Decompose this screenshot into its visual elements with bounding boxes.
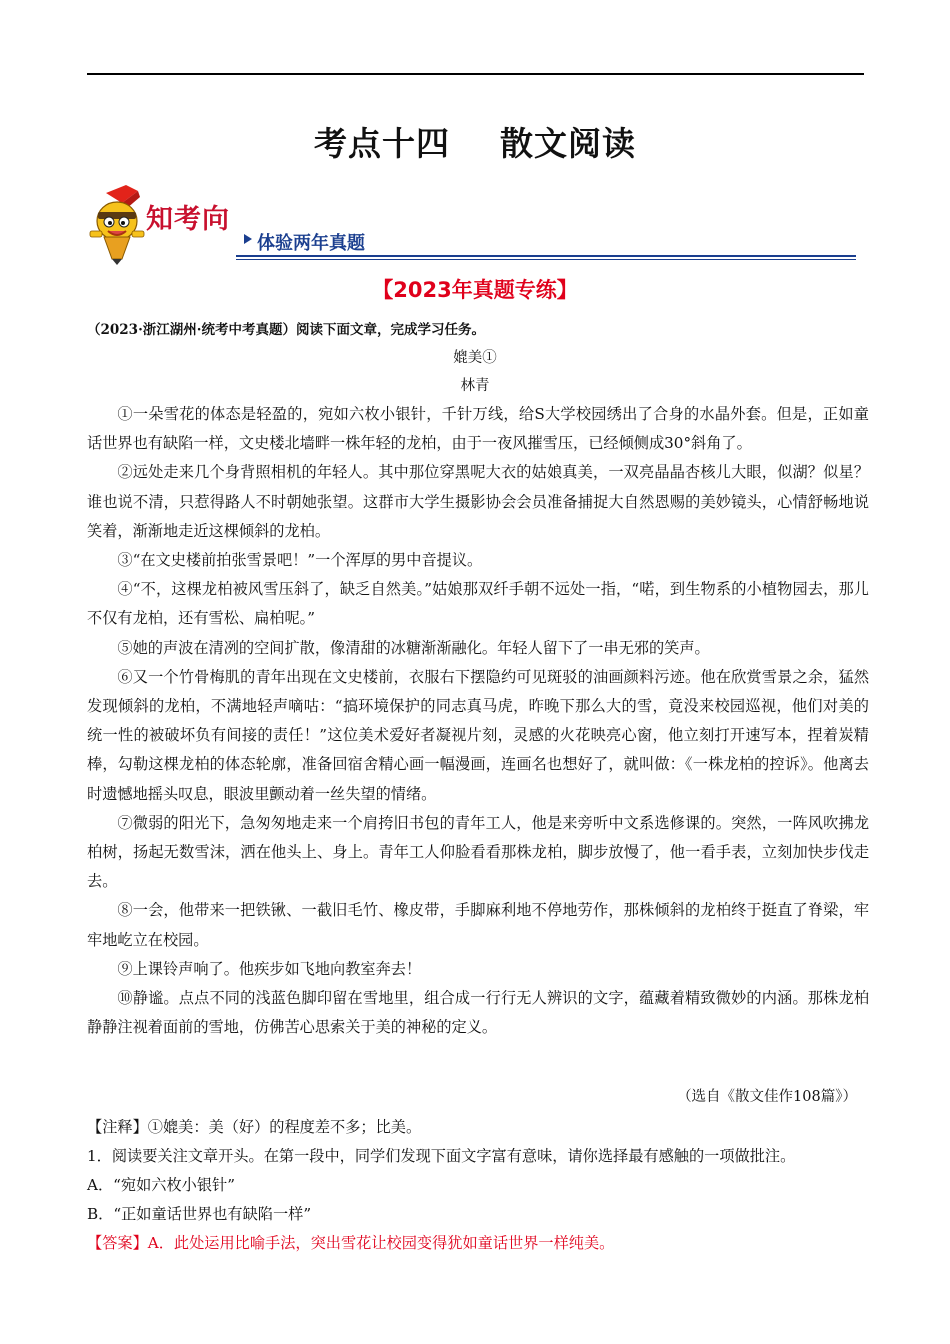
- article-paragraph: ③“在文史楼前拍张雪景吧！”一个浑厚的男中音提议。: [117, 551, 483, 570]
- article-paragraph: ⑨上课铃声响了。他疾步如飞地向教室奔去！: [117, 959, 422, 978]
- page-title: 考点十四 散文阅读: [314, 124, 636, 163]
- option-b: B．“正如童话世界也有缺陷一样”: [87, 1205, 312, 1223]
- question-source: （2023·浙江湖州·统考中考真题）阅读下面文章，完成学习任务。: [87, 322, 485, 338]
- article-paragraph: ④“不，这棵龙柏被风雪压斜了，缺乏自然美。”姑娘那双纤手朝不远处一指，“喏，到生物系的小植物园去，那儿不仅有龙柏，还有雪松、扁柏呢。”: [87, 580, 869, 628]
- triangle-bullet-icon: [244, 234, 252, 244]
- question-prompt: 1．阅读要关注文章开头。在第一段中，同学们发现下面文字富有意味，请你选择最有感触的一项做批注。: [87, 1147, 796, 1165]
- banner-underline: [236, 255, 856, 257]
- article-title: 媲美①: [453, 350, 497, 366]
- article-citation: （选自《散文佳作108篇》）: [677, 1089, 857, 1105]
- article-paragraph: ⑧一会，他带来一把铁锹、一截旧毛竹、橡皮带，手脚麻利地不停地劳作，那株倾斜的龙柏终于挺直了脊梁，牢牢地屹立在校园。: [87, 901, 869, 949]
- section-banner: [86, 185, 856, 265]
- banner-subheading: 体验两年真题: [257, 233, 365, 254]
- article-paragraph: ②远处走来几个身背照相机的年轻人。其中那位穿黑呢大衣的姑娘真美，一双亮晶晶杏核儿大眼，似湖？似星？谁也说不清，只惹得路人不时朝她张望。这群市大学生摄影协会会员准备捕捉大自然恩赐的美妙镜头，心情舒畅地说笑着，渐渐地走近这棵倾斜的龙柏。: [87, 463, 869, 540]
- annotation-note: 【注释】①媲美：美（好）的程度差不多；比美。: [87, 1118, 422, 1136]
- article-paragraph: ①一朵雪花的体态是轻盈的，宛如六枚小银针，千针万线，给S大学校园绣出了合身的水晶外套。但是，正如童话世界也有缺陷一样，文史楼北墙畔一株年轻的龙柏，由于一夜风摧雪压，已经倾侧成30°斜角了。: [87, 405, 869, 453]
- answer-text: 【答案】A．此处运用比喻手法，突出雪花让校园变得犹如童话世界一样纯美。: [87, 1234, 615, 1252]
- banner-underline-thin: [236, 259, 856, 260]
- article-paragraph: ⑩静谧。点点不同的浅蓝色脚印留在雪地里，组合成一行行无人辨识的文字，蕴藏着精致微妙的内涵。那株龙柏静静注视着面前的雪地，仿佛苦心思索关于美的神秘的定义。: [87, 989, 869, 1037]
- questions-section: [87, 1113, 877, 1258]
- pencil-mascot-icon: [86, 185, 148, 265]
- option-a: A．“宛如六枚小银针”: [87, 1176, 235, 1194]
- article-body: [87, 400, 869, 1042]
- section-heading: 【2023年真题专练】: [372, 278, 578, 302]
- article-paragraph: ⑤她的声波在清冽的空间扩散，像清甜的冰糖渐渐融化。年轻人留下了一串无邪的笑声。: [117, 638, 710, 657]
- top-rule: [87, 73, 864, 75]
- article-paragraph: ⑦微弱的阳光下，急匆匆地走来一个肩挎旧书包的青年工人，他是来旁听中文系选修课的。突然，一阵风吹拂龙柏树，扬起无数雪沫，洒在他头上、身上。青年工人仰脸看看那株龙柏，脚步放慢了，他一看手表，立刻加快步伐走去。: [87, 813, 869, 891]
- article-paragraph: ⑥又一个竹骨梅肌的青年出现在文史楼前，衣服右下摆隐约可见斑驳的油画颜料污迹。他在欣赏雪景之余，猛然发现倾斜的龙柏，不满地轻声嘀咕：“搞环境保护的同志真马虎，昨晚下那么大的雪，竟没来校园巡视，他们对美的统一性的被破坏负有间接的责任！”这位美术爱好者凝视片刻，灵感的火花映亮心窗，他立刻打开速写本，捏着炭精棒，勾勒这棵龙柏的体态轮廓，准备回宿舍精心画一幅漫画，连画名也想好了，就叫做：《一株龙柏的控诉》。他离去时遗憾地摇头叹息，眼波里颤动着一丝失望的情绪。: [87, 667, 869, 803]
- article-author: 林青: [460, 378, 490, 394]
- banner-heading: 知考向: [146, 204, 230, 235]
